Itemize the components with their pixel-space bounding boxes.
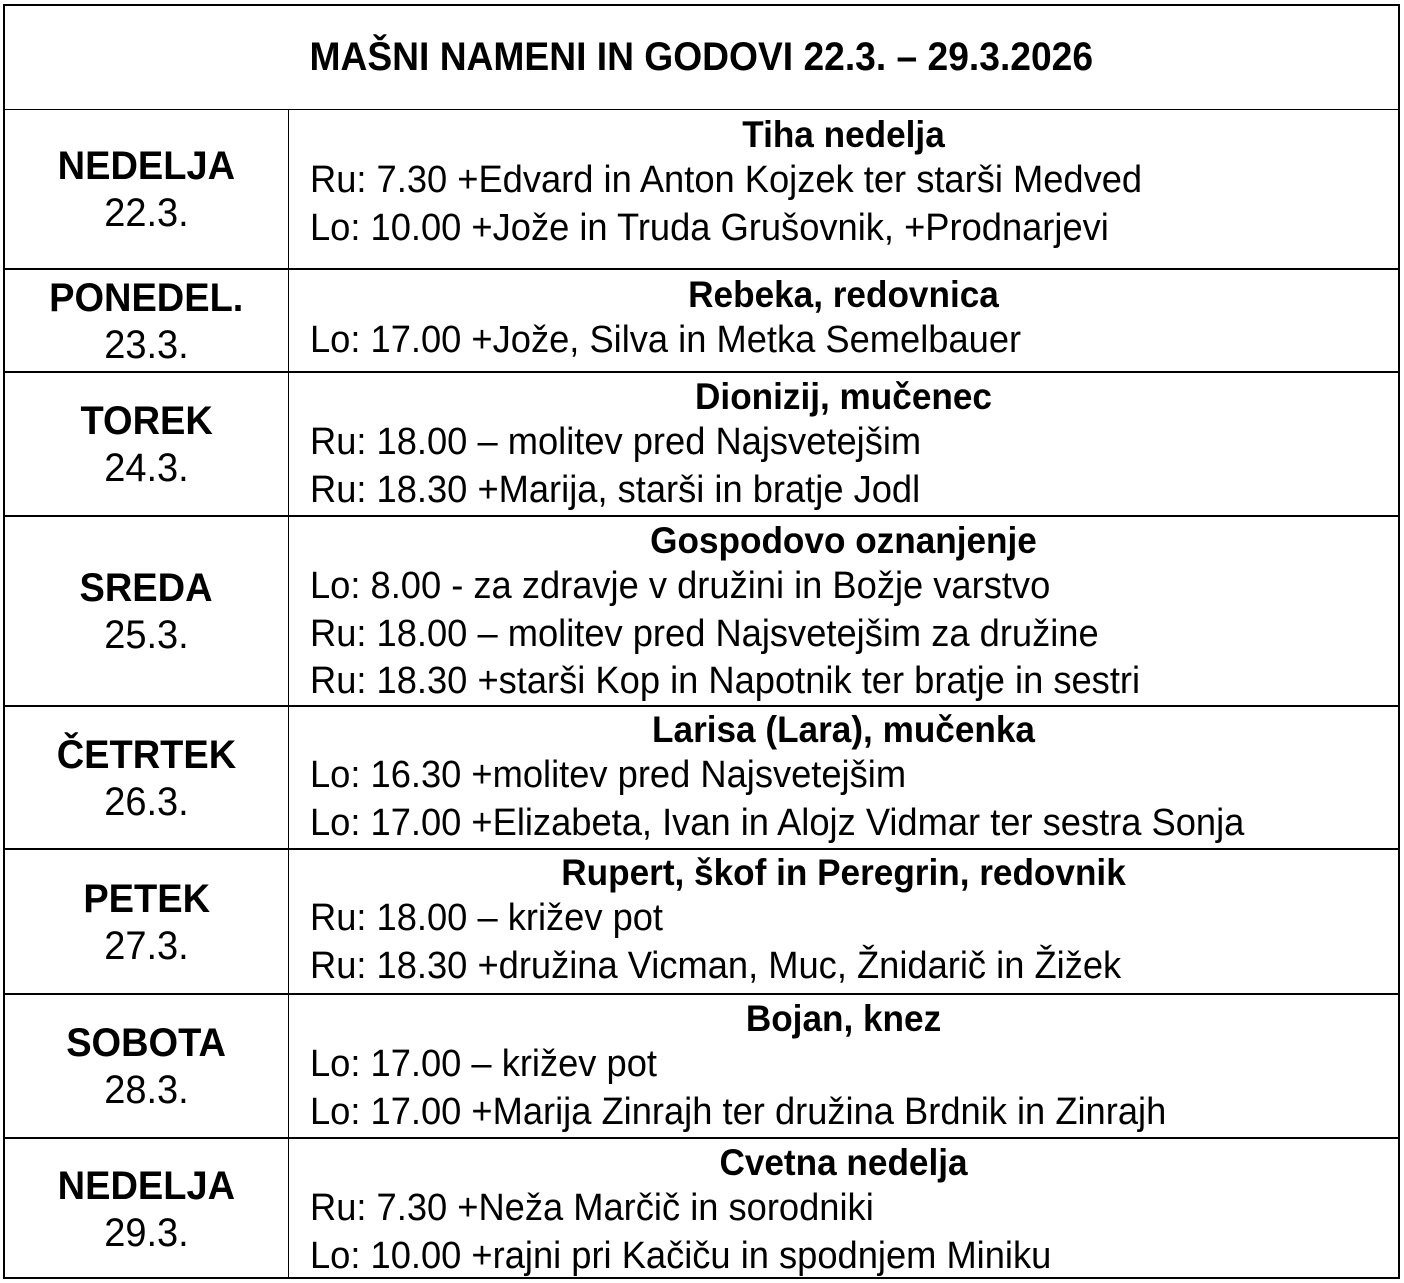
mass-intention: Ru: 18.30 +Marija, starši in bratje Jodl [310,468,921,511]
mass-intention: Lo: 17.00 +Marija Zinrajh ter družina Brdnik in Zinrajh [310,1090,1167,1133]
day-row-sunday-29 [5,1139,1398,1279]
day-cell [5,517,289,705]
mass-intention: Lo: 17.00 +Elizabeta, Ivan in Alojz Vidmar ter sestra Sonja [310,801,1245,844]
day-name: SREDA [79,566,214,610]
day-name: TOREK [80,399,213,443]
mass-intention: Lo: 16.30 +molitev pred Najsvetejšim [310,754,907,796]
feast-name: Larisa (Lara), mučenka [652,709,1035,750]
feast-name: Dionizij, mučenec [695,376,992,417]
day-cell [5,270,289,371]
mass-intention: Lo: 17.00 – križev pot [310,1043,657,1085]
feast-name: Gospodovo oznanjenje [650,520,1037,561]
day-row-thursday-26 [5,707,1398,850]
day-name: PONEDEL. [49,275,244,320]
intentions-cell [289,707,1398,848]
day-date: 27.3. [104,923,189,968]
day-name: NEDELJA [57,1164,236,1208]
day-cell [5,109,289,268]
day-cell [5,1139,289,1279]
day-name: NEDELJA [57,143,236,188]
intentions-cell [289,1139,1398,1279]
day-cell [5,707,289,848]
day-name: ČETRTEK [56,732,237,777]
day-cell [5,995,289,1137]
day-date: 24.3. [104,446,189,490]
mass-intention: Ru: 7.30 +Edvard in Anton Kojzek ter starši Medved [310,159,1143,201]
day-date: 25.3. [104,613,189,657]
mass-intention: Lo: 8.00 - za zdravje v družini in Božje varstvo [310,565,1051,607]
feast-name: Bojan, knez [745,998,942,1039]
day-cell [5,850,289,993]
day-name: PETEK [83,876,210,921]
day-cell [5,373,289,515]
mass-intention: Lo: 17.00 +Jože, Silva in Metka Semelbauer [310,319,1022,361]
intentions-cell [289,373,1398,515]
intentions-cell [289,850,1398,993]
day-row-monday-23 [5,270,1398,373]
day-date: 22.3. [104,190,189,235]
day-name: SOBOTA [66,1021,227,1065]
mass-intention: Ru: 7.30 +Neža Marčič in sorodniki [310,1187,874,1229]
day-date: 26.3. [104,779,189,824]
intentions-cell [289,517,1398,705]
feast-name: Cvetna nedelja [719,1142,968,1183]
intentions-cell [289,109,1398,268]
day-date: 23.3. [104,322,189,367]
mass-intention: Ru: 18.30 +starši Kop in Napotnik ter bratje in sestri [310,660,1141,702]
day-row-wednesday-25 [5,517,1398,707]
day-date: 29.3. [104,1211,189,1255]
feast-name: Rebeka, redovnica [688,274,999,315]
day-row-saturday-28 [5,995,1398,1139]
feast-name: Tiha nedelja [742,114,945,155]
mass-intention: Lo: 10.00 +rajni pri Kačiču in spodnjem Miniku [310,1234,1052,1277]
intentions-cell [289,270,1398,371]
schedule-table [3,4,1400,1279]
day-row-tuesday-24 [5,373,1398,517]
intentions-cell [289,995,1398,1137]
page-title: MAŠNI NAMENI IN GODOVI 22.3. – 29.3.2026 [309,35,1094,79]
mass-intention: Ru: 18.00 – molitev pred Najsvetejšim za družine [310,612,1099,655]
mass-intention: Ru: 18.30 +družina Vicman, Muc, Žnidarič in Žižek [310,944,1122,987]
feast-name: Rupert, škof in Peregrin, redovnik [561,852,1126,893]
day-row-sunday-22 [5,109,1398,270]
day-row-friday-27 [5,850,1398,995]
title-row [5,6,1398,110]
day-date: 28.3. [104,1068,189,1112]
mass-intention: Ru: 18.00 – križev pot [310,897,664,939]
mass-intention: Ru: 18.00 – molitev pred Najsvetejšim [310,421,922,463]
mass-intention: Lo: 10.00 +Jože in Truda Grušovnik, +Prodnarjevi [310,206,1109,249]
